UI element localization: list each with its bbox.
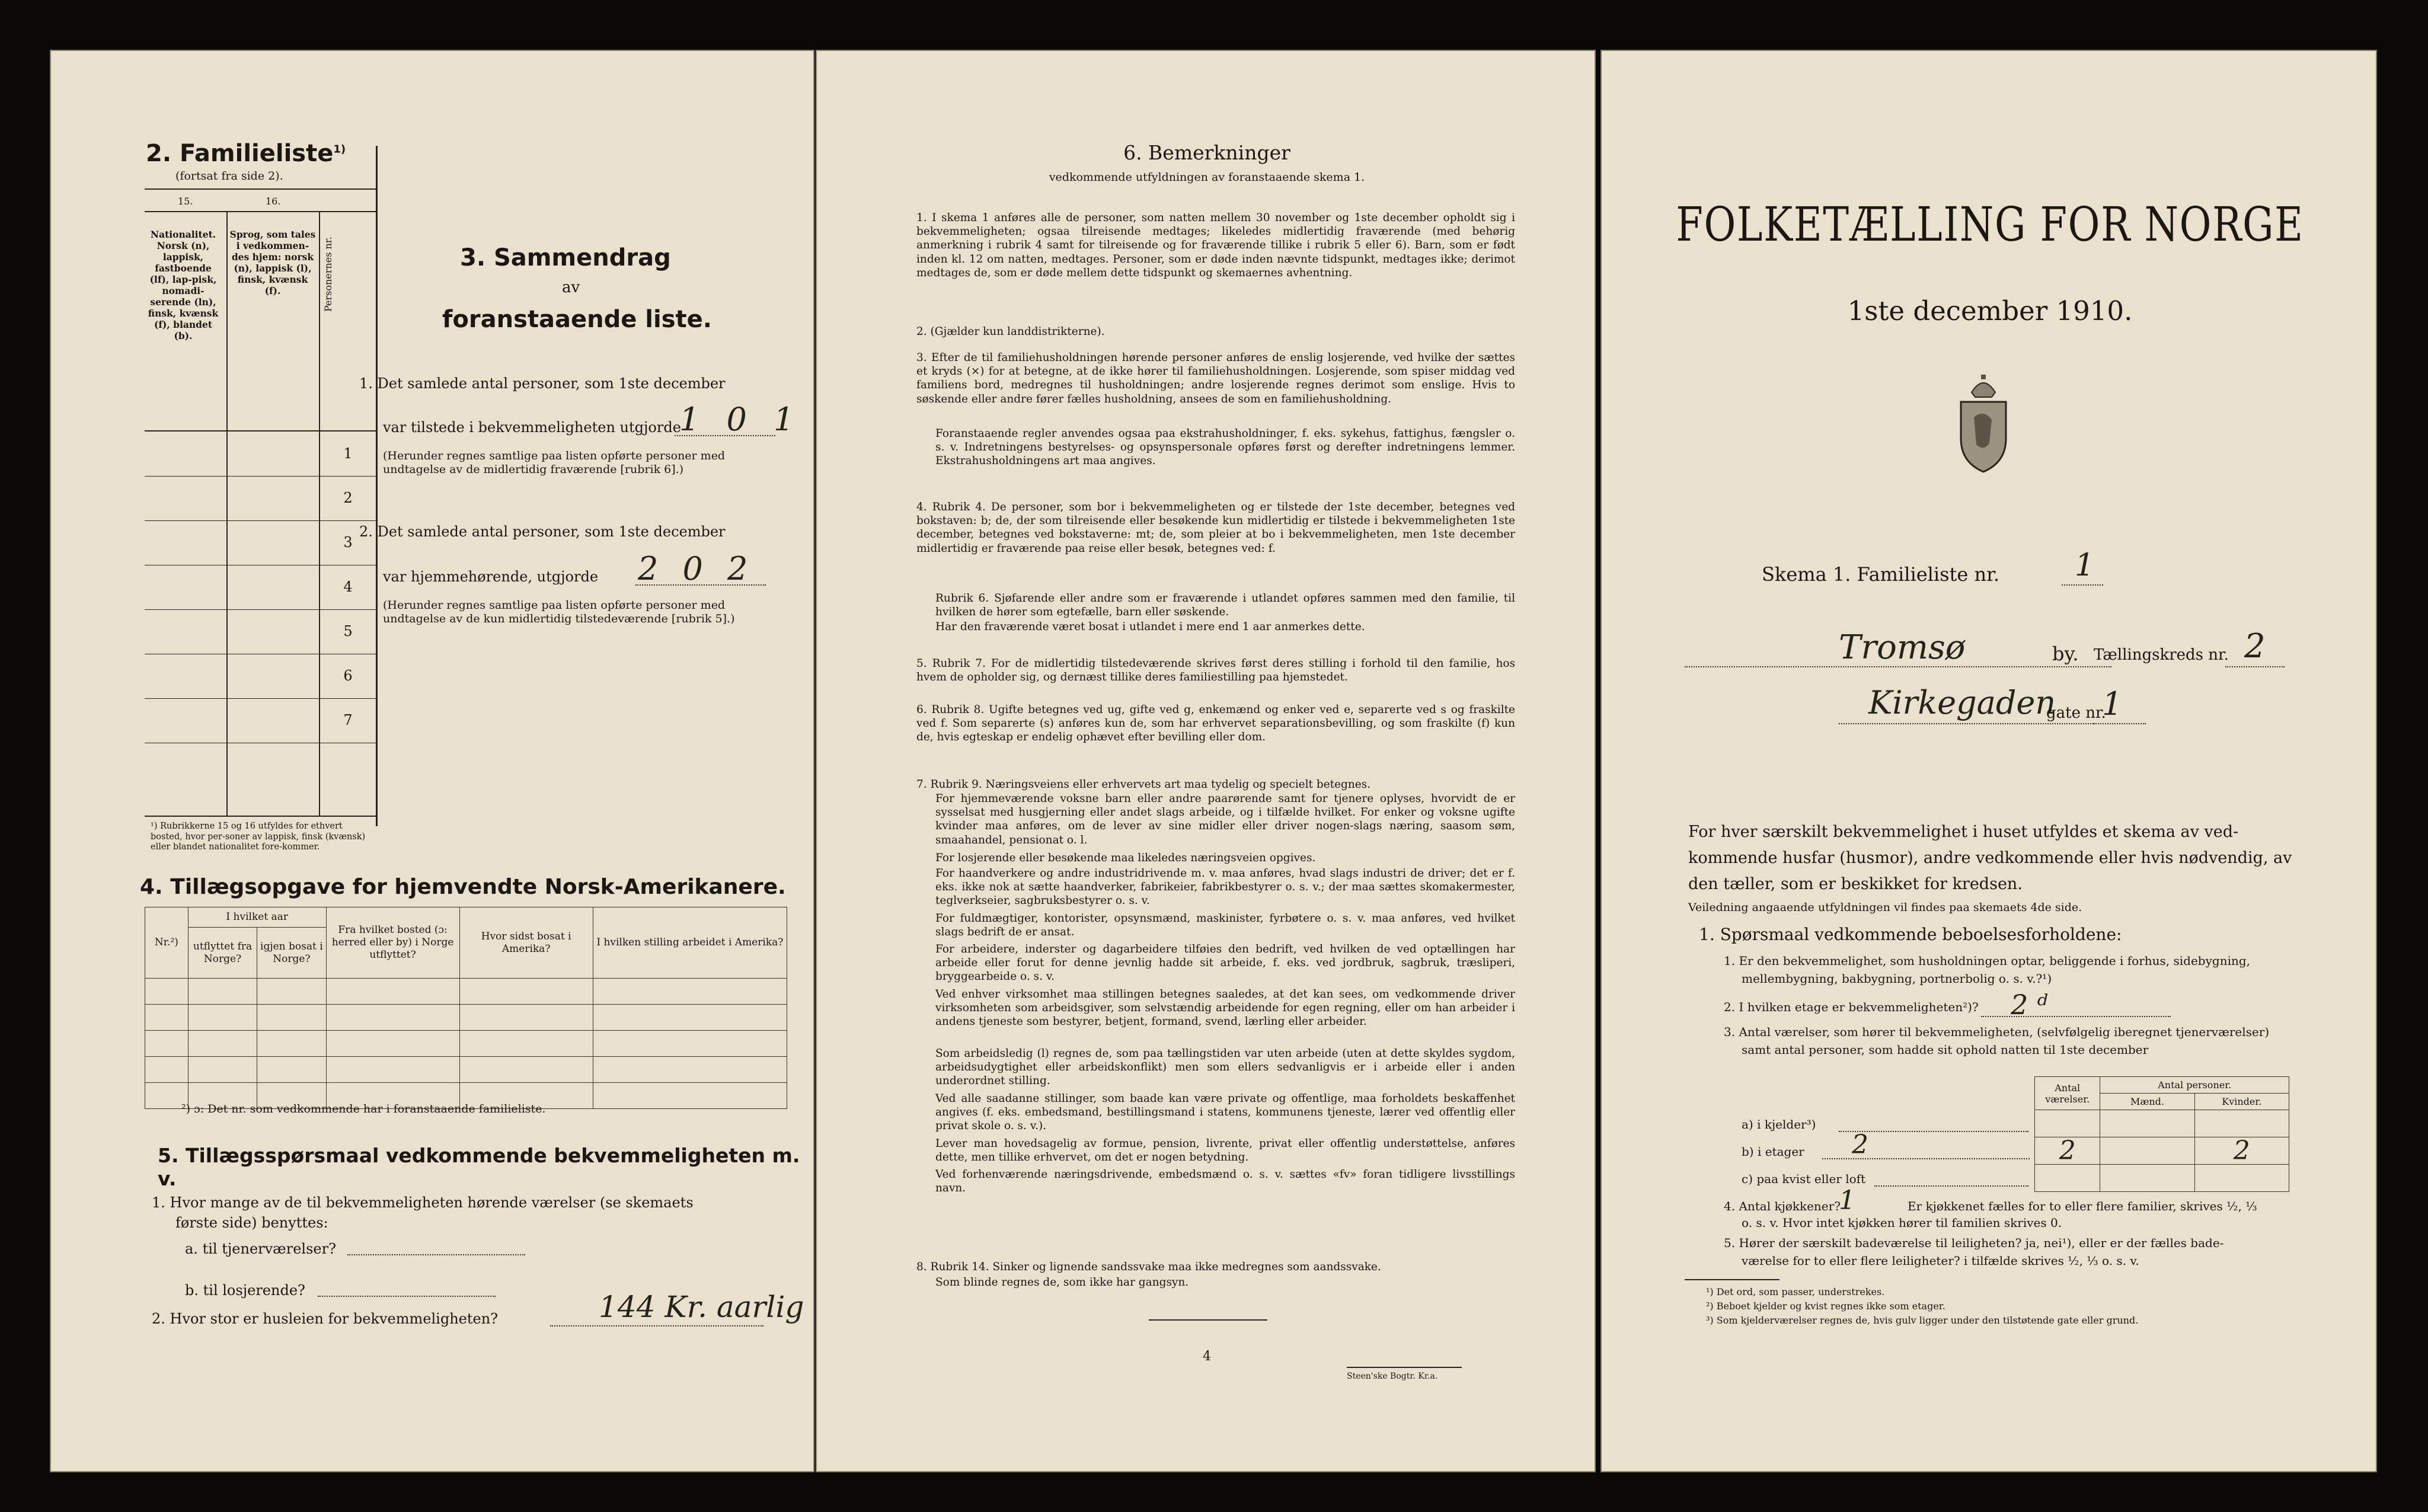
header-persons: Antal personer.: [2100, 1077, 2289, 1094]
district-answer: 2: [2244, 627, 2266, 666]
summary-title-av: av: [562, 279, 580, 296]
remark-4b: Rubrik 6. Sjøfarende eller andre som er fraværende i utlandet opføres sammen med den familie, til hvilken de hører som egtefælle, barn eller søskende.: [935, 592, 1515, 619]
header-bosted: Fra hvilket bosted (ɔ: herred eller by) i Norge utflyttet?: [326, 907, 459, 979]
person-row-number: 5: [343, 623, 353, 640]
housing-q1-line2: mellembygning, bakbygning, portnerbolig o. s. v.?¹): [1742, 971, 2052, 986]
remark-4: 4. Rubrik 4. De personer, som bor i bekvemmeligheten og er tilstede der 1ste december, betegnes ved bokstaven: b; de, der som tilreisende eller besøkende kun midlertidig er tilstede i bekvemmeligheten 1ste december, betegnes ved bokstaverne: mt; de, som pleier at bo i bekvemmeligheten, men 1ste december midlertidig er fraværende paa reise eller besøk, betegnes ved: f.: [916, 501, 1515, 555]
census-date: 1ste december 1910.: [1847, 295, 2133, 327]
table-row: [145, 1057, 787, 1083]
answer-line: [2094, 723, 2146, 724]
present-count-answer: 1 0 1: [679, 401, 803, 438]
remark-5: 5. Rubrik 7. For de midlertidig tilstedeværende skrives først deres stilling i forhold til den familie, hos hvem de opholder sig, og dernæst tillike deres familiestilling paa hjemstedet.: [916, 657, 1515, 684]
rule: [1685, 1279, 1780, 1280]
header-stilling: I hvilken stilling arbeidet i Amerika?: [593, 907, 787, 979]
floor-answer: 2 ᵈ: [2011, 989, 2048, 1021]
row-rule: [145, 520, 376, 521]
rule: [145, 211, 376, 212]
norwegian-american-table: [145, 907, 787, 1109]
dwelling-q1-line2: første side) benyttes:: [175, 1214, 328, 1231]
header-women: Kvinder.: [2194, 1094, 2289, 1110]
housing-questions-title: 1. Spørsmaal vedkommende beboelsesforholdene:: [1699, 925, 2122, 944]
floors-count: 2: [1852, 1130, 1868, 1160]
district-label: Tællingskreds nr.: [2094, 646, 2229, 664]
row-rule: [145, 698, 376, 699]
column-number: 15.: [178, 196, 193, 207]
rooms-count: 2: [2035, 1137, 2100, 1165]
left-page: [50, 50, 814, 1472]
remark-2: 2. (Gjælder kun landdistrikterne).: [916, 325, 1105, 338]
women-count: 2: [2194, 1137, 2289, 1165]
column-number: 16.: [266, 196, 281, 207]
housing-q4: 4. Antal kjøkkener?: [1724, 1199, 1841, 1213]
remarks-title: 6. Bemerkninger: [1123, 141, 1290, 164]
housing-q4-rest: Er kjøkkenet fælles for to eller flere familier, skrives ½, ⅓: [1908, 1199, 2257, 1213]
language-header: Sprog, som tales i vedkommen-des hjem: norsk (n), lappisk (l), finsk, kvænsk (f).: [229, 229, 316, 296]
summary-q1-note: (Herunder regnes samtlige paa listen opførte personer med undtagelse av de midlertidig fraværende [rubrik 6].): [383, 449, 726, 476]
footnote-3: ³) Som kjelderværelser regnes de, hvis gulv ligger under den tilstøtende gate eller grund.: [1706, 1315, 2139, 1326]
housing-q1: 1. Er den bekvemmelighet, som husholdningen optar, beliggende i forhus, sidebygning,: [1724, 954, 2251, 968]
person-row-number: 3: [343, 534, 353, 551]
schema-label: Skema 1. Familieliste nr.: [1762, 563, 2000, 586]
header-utflyttet: utflyttet fra Norge?: [188, 928, 257, 979]
table-row: [145, 979, 787, 1005]
city-answer: Tromsø: [1839, 628, 1966, 667]
remark-7c: For losjerende eller besøkende maa likeledes næringsveien opgives.: [935, 852, 1316, 864]
intro-line-1: For hver særskilt bekvemmelighet i huset utfyldes et skema av ved-: [1688, 823, 2239, 841]
printer-imprint: Steen'ske Bogtr. Kr.a.: [1347, 1372, 1438, 1381]
summary-q1: 1. Det samlede antal personer, som 1ste december: [359, 375, 726, 392]
table-row: [145, 1031, 787, 1057]
remark-7: 7. Rubrik 9. Næringsveiens eller erhvervets art maa tydelig og specielt betegnes.: [916, 778, 1371, 791]
page-number: 4: [1203, 1349, 1211, 1364]
norwegian-american-footnote: ²) ɔ: Det nr. som vedkommende har i foranstaaende familieliste.: [181, 1102, 546, 1115]
remark-8: 8. Rubrik 14. Sinker og lignende sandssvake maa ikke medregnes som aandssvake.: [916, 1261, 1381, 1273]
coat-of-arms-icon: [1948, 369, 2019, 475]
familieliste-footnote: ¹) Rubrikkerne 15 og 16 utfyldes for ethvert bosted, hvor per-soner av lappisk, finsk (kvænsk) eller blandet nationalitet fore-kommer.: [151, 821, 366, 852]
remark-7b: For hjemmeværende voksne barn eller andre paarørende samt for tjenere oplyses, hvorvidt de er sysselsat med husgjerning eller andet slags arbeide, og i tilfælde hvilket. For enker og voksne ugifte kvinder maa anføres, om de lever av sine midler eller driver nogen-slags næring, saasom søm, smaahandel, pensionat o. l.: [935, 792, 1515, 846]
remark-7k: Ved forhenværende næringsdrivende, embedsmænd o. s. v. sættes «fv» foran tidligere livsstillings navn.: [935, 1168, 1515, 1195]
header-nr: Nr.²): [145, 907, 189, 979]
remark-3b: Foranstaaende regler anvendes ogsaa paa ekstrahusholdninger, f. eks. sykehus, fattighus, fængsler o. s. v. Indretningens bestyrelses- og opsynspersonale opføres først og derefter indretningens lemmer. Ekstrahusholdningens art maa angives.: [935, 427, 1515, 468]
housing-q5-line2: værelse for to eller flere leiligheter? i tilfælde skrives ½, ⅓ o. s. v.: [1742, 1254, 2139, 1268]
answer-line: [550, 1325, 763, 1326]
header-year-group: I hvilket aar: [188, 907, 326, 928]
dwelling-questions-title: 5. Tillægsspørsmaal vedkommende bekvemmeligheten m. v.: [158, 1144, 800, 1190]
intro-line-2: kommende husfar (husmor), andre vedkommende eller hvis nødvendig, av: [1688, 849, 2292, 867]
familieliste-subtitle: (fortsat fra side 2).: [175, 170, 283, 183]
rooms-persons-table: [2034, 1076, 2289, 1192]
nationality-header: Nationalitet. Norsk (n), lappisk, fastboende (lf), lap-pisk, nomadi-serende (ln), finsk, kvænsk (f), blandet (b).: [148, 229, 219, 341]
remark-7j: Lever man hovedsagelig av formue, pension, livrente, privat eller offentlig understøttelse, anføres dette, men tillike erhvervet, om det er nogen betydning.: [935, 1137, 1515, 1164]
housing-q5: 5. Hører der særskilt badeværelse til leiligheten? ja, nei¹), eller er der fælles bade-: [1724, 1236, 2224, 1250]
person-row-number: 2: [343, 490, 353, 506]
norwegian-american-title: 4. Tillægsopgave for hjemvendte Norsk-Amerikanere.: [140, 875, 786, 899]
dwelling-q2: 2. Hvor stor er husleien for bekvemmeligheten?: [152, 1310, 499, 1327]
summary-q1-line2: var tilstede i bekvemmeligheten utgjorde: [383, 419, 681, 436]
remark-7d: For haandverkere og andre industridrivende m. v. maa anføres, hvad slags industri de driver; det er f. eks. ikke nok at sætte haandverker, fabrikeier, fabrikbestyrer o. s. v.; der maa sættes skomakermester, teglverkseier, sagbruksbestyrer o. s. v.: [935, 867, 1515, 907]
header-rooms: Antal værelser.: [2035, 1077, 2100, 1110]
rule: [1347, 1367, 1462, 1368]
rule: [145, 816, 376, 817]
header-igjen-bosat: igjen bosat i Norge?: [257, 928, 326, 979]
dwelling-q1: 1. Hvor mange av de til bekvemmeligheten hørende værelser (se skemaets: [152, 1194, 694, 1211]
rent-answer: 144 Kr. aarlig: [599, 1290, 804, 1324]
answer-line: [318, 1296, 496, 1297]
familieliste-title: 2. Familieliste$^{1)}$: [146, 140, 346, 167]
answer-line: [1981, 1016, 2171, 1017]
answer-line: [1874, 1185, 2028, 1187]
column-divider: [376, 146, 378, 826]
right-page: [1600, 50, 2377, 1472]
person-row-number: 1: [343, 445, 353, 462]
summary-q2-line2: var hjemmehørende, utgjorde: [383, 568, 599, 585]
person-row-number: 6: [343, 667, 353, 684]
remark-6: 6. Rubrik 8. Ugifte betegnes ved ug, gifte ved g, enkemænd og enker ved e, separerte ved s og fraskilte ved f. Som separerte (s) anføres kun de, som har erhvervet separationsbevilling, og som fraskilte (f) kun de, hvis egteskap er endelig ophævet efter bevilling eller dom.: [916, 704, 1515, 744]
remark-3: 3. Efter de til familiehusholdningen hørende personer anføres de enslig losjerende, ved hvilke der sættes et kryds (×) for at betegne, at de ikke hører til familiehusholdningen. Losjerende, som spiser middag ved familiens bord, medregnes til husholdningen; andre losjerende regnes derimot som enslige. Hvis to søskende eller andre fører fælles husholdning, ansees de som en familiehusholdning.: [916, 351, 1515, 405]
kitchens-answer: 1: [1839, 1185, 1855, 1216]
resident-count-answer: 2 0 2: [638, 550, 755, 587]
row-basement: a) i kjelder³): [1742, 1117, 1816, 1131]
header-men: Mænd.: [2100, 1094, 2194, 1110]
remark-4c: Har den fraværende været bosat i utlandet i mere end 1 aar anmerkes dette.: [935, 621, 1365, 633]
summary-title-liste: foranstaaende liste.: [442, 306, 712, 333]
street-label: gate nr.: [2046, 704, 2106, 722]
person-row-number: 7: [343, 712, 353, 728]
summary-title: 3. Sammendrag: [460, 244, 671, 271]
row-rule: [145, 609, 376, 610]
remark-7i: Ved alle saadanne stillinger, som baade kan være private og offentlige, maa forholdets beskaffenhet angives (f. eks. embedsmand, bestillingsmand i statens, kommunens tjeneste, lærer ved offentlig eller privat skole o. s. v.).: [935, 1092, 1515, 1133]
header-sidst-bosat: Hvor sidst bosat i Amerika?: [459, 907, 593, 979]
remark-1: 1. I skema 1 anføres alle de personer, som natten mellem 30 november og 1ste december opholdt sig i bekvemmeligheten; ogsaa tilreisende medtages; likeledes midlertidig fraværende (med behørig anmerkning i rubrik 4 samt for tilreisende og for fraværende tillike i rubrik 5 eller 6). Barn, som er født inden kl. 12 om natten, medtages. Personer, som er døde inden nævnte tidspunkt, medtages ikke; derimot medtages de, som er døde mellem dette tidspunkt og skemaernes avhentning.: [916, 212, 1515, 279]
summary-q2: 2. Det samlede antal personer, som 1ste december: [359, 523, 726, 540]
answer-line: [1839, 723, 2094, 724]
intro-line-3: den tæller, som er beskikket for kredsen.: [1688, 875, 2023, 893]
street-number-answer: 1: [2102, 685, 2123, 723]
column-divider: [226, 211, 228, 816]
rule: [1149, 1319, 1267, 1321]
housing-q2: 2. I hvilken etage er bekvemmeligheten²)?: [1724, 1000, 1979, 1014]
footnote-2: ²) Beboet kjelder og kvist regnes ikke som etager.: [1706, 1300, 1945, 1312]
persons-nr-header: Personernes nr.: [322, 236, 334, 312]
remark-7h: Som arbeidsledig (l) regnes de, som paa tællingstiden var uten arbeide (uten at dette skyldes sygdom, arbeidsudygtighet eller arbeidskonflikt) men som ellers sedvanligvis er i arbeide eller i anden underordnet stilling.: [935, 1047, 1515, 1088]
rule: [145, 188, 376, 190]
remark-7e: For fuldmægtiger, kontorister, opsynsmænd, maskinister, fyrbøtere o. s. v. maa anføres, ved hvilket slags bedrift de er ansat.: [935, 912, 1515, 939]
row-floors: b) i etager: [1742, 1145, 1804, 1159]
housing-q3: 3. Antal værelser, som hører til bekvemmeligheten, (selvfølgelig iberegnet tjenerværelser): [1724, 1025, 2270, 1039]
city-label: by.: [2052, 642, 2079, 665]
housing-q3-line2: samt antal personer, som hadde sit ophold natten til 1ste december: [1742, 1043, 2149, 1057]
row-rule: [145, 476, 376, 477]
remarks-subtitle: vedkommende utfyldningen av foranstaaende skema 1.: [1049, 171, 1365, 184]
row-attic: c) paa kvist eller loft: [1742, 1172, 1866, 1186]
remark-7f: For arbeidere, inderster og dagarbeidere tilføies den bedrift, ved hvilken de ved optællingen har arbeide eller forut for denne jevnlig hadde sit arbeide, f. eks. ved jordbruk, sagbruk, træsliperi, bryggearbeide o. s. v.: [935, 943, 1515, 983]
census-title: FOLKETÆLLING FOR NORGE: [1676, 197, 2304, 252]
dwelling-q1b: b. til losjerende?: [185, 1282, 305, 1299]
remark-8b: Som blinde regnes de, som ikke har gangsyn.: [935, 1276, 1189, 1289]
footnote-1: ¹) Det ord, som passer, understrekes.: [1706, 1286, 1885, 1297]
summary-q2-note: (Herunder regnes samtlige paa listen opførte personer med undtagelse av de kun midlertidig tilstedeværende [rubrik 5].): [383, 599, 735, 625]
answer-line: [2062, 584, 2103, 586]
answer-line: [347, 1254, 525, 1255]
answer-line: [2225, 666, 2285, 667]
guidance-note: Veiledning angaaende utfyldningen vil findes paa skemaets 4de side.: [1688, 901, 2082, 914]
remark-7g: Ved enhver virksomhet maa stillingen betegnes saaledes, at det kan sees, om vedkommende driver virksomheten som arbeidsgiver, som selvstændig arbeidende for egen regning, eller om han arbeider i andens tjeneste som bestyrer, betjent, formand, svend, lærling eller arbeider.: [935, 988, 1515, 1028]
middle-page: [816, 50, 1596, 1472]
table-row: [145, 1005, 787, 1031]
housing-q4-line2: o. s. v. Hvor intet kjøkken hører til familien skrives 0.: [1742, 1216, 2062, 1230]
dwelling-q1a: a. til tjenerværelser?: [185, 1241, 336, 1257]
family-list-number: 1: [2075, 548, 2095, 583]
rule: [145, 430, 376, 431]
street-answer: Kirkegaden: [1868, 684, 2056, 721]
person-row-number: 4: [343, 578, 353, 595]
